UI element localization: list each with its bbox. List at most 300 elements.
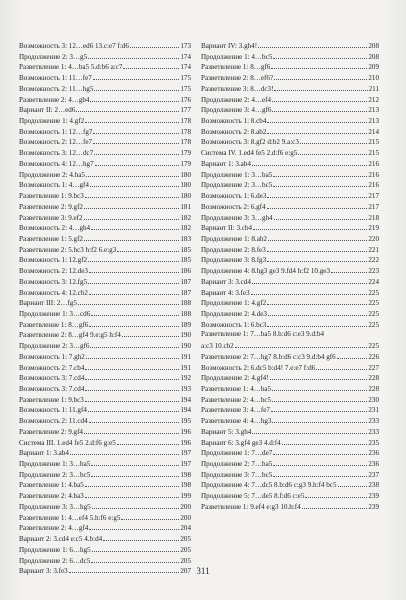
toc-entry-page: 190: [180, 342, 191, 351]
dot-leader: [273, 458, 367, 466]
toc-entry: [201, 351, 379, 362]
toc-entry-title: Разветвление 2: 4.ba3: [19, 492, 84, 501]
toc-entry-page: 225: [368, 299, 379, 308]
dot-leader: [267, 254, 367, 262]
toc-entry: [201, 83, 379, 94]
toc-entry: [19, 201, 191, 212]
dot-leader: [316, 362, 367, 370]
toc-entry-title: Продолжение 3: 7…bc5: [201, 470, 273, 479]
dot-leader: [274, 72, 367, 80]
toc-entry-page: 216: [368, 159, 379, 168]
toc-entry-page: 179: [180, 159, 191, 168]
toc-entry-title: Разветвление 2: 9.gf4: [19, 427, 83, 436]
toc-entry-page: 205: [180, 545, 191, 554]
toc-entry-page: 186: [180, 267, 191, 276]
toc-entry-title: Продолжение 1: 7…de7: [201, 449, 273, 458]
toc-entry-title: Продолжение 3: 4…gf6: [201, 106, 272, 115]
toc-entry-page: 230: [368, 395, 379, 404]
dot-leader: [78, 297, 179, 305]
toc-entry-title: Возможность 4: 12…hg7: [19, 159, 94, 168]
toc-entry-page: 195: [180, 417, 191, 426]
toc-entry-page: 239: [368, 492, 379, 501]
dot-leader: [90, 340, 179, 348]
toc-entry-page: 187: [180, 277, 191, 286]
dot-leader: [89, 287, 179, 295]
toc-entry: [201, 404, 379, 415]
toc-entry: [201, 297, 379, 308]
toc-entry: [19, 158, 191, 169]
toc-entry-title: Возможность 2: 12.de3: [19, 267, 88, 276]
toc-entry-title: Продолжение 2: 3…gf6: [19, 342, 90, 351]
toc-entry-title: Продолжение 3: 3…hg5: [19, 502, 91, 511]
toc-entry: [201, 383, 379, 394]
toc-entry-title: Разветвление 1: 8…gf6: [19, 320, 89, 329]
toc-entry-title: Возможность 3: 8.gf2 d:b2 9.a:c3: [201, 138, 299, 147]
toc-entry-title: Вариант 4: 3.fe3: [201, 288, 250, 297]
toc-entry-title: Продолжение 1: 4…bc5: [201, 52, 273, 61]
dot-leader: [93, 136, 179, 144]
toc-entry-page: 221: [368, 245, 379, 254]
toc-entry: [201, 329, 379, 350]
toc-entry-title: Разветвление 1: 4…ba5: [201, 385, 272, 393]
toc-entry-page: 183: [180, 234, 191, 243]
dot-leader: [267, 319, 367, 327]
toc-entry-title: Возможность 1: 8.cb4: [201, 117, 267, 126]
dot-leader: [85, 362, 179, 370]
toc-entry-title: Разветвление 2: 9.gf2: [19, 202, 83, 211]
dot-leader: [272, 383, 367, 391]
toc-entry: [201, 287, 379, 298]
toc-entry: [19, 254, 191, 265]
toc-entry-page: 217: [368, 192, 379, 201]
toc-entry-page: 205: [180, 535, 191, 544]
dot-leader: [103, 533, 179, 541]
toc-entry-title: Разветвление 4: 4…hg3: [201, 417, 272, 426]
toc-entry-title: Возможность 3: 12…ed6 13.c:e7 f:d6: [19, 42, 129, 50]
dot-leader: [268, 308, 367, 316]
toc-entry-page: 180: [180, 192, 191, 201]
toc-entry-title: Продолжение 2: 3…bc5: [201, 181, 273, 190]
dot-leader: [123, 61, 179, 69]
toc-entry-page: 225: [368, 320, 379, 329]
toc-entry-title: Возможность 1: 6.bc3: [201, 320, 267, 329]
toc-entry-title: Вариант 1: 3.ab4: [19, 449, 69, 458]
dot-leader: [274, 83, 367, 91]
toc-entry-title: Возможность 1: 4…gf4: [19, 181, 89, 190]
toc-entry-page: 218: [368, 213, 379, 222]
toc-entry: [201, 169, 379, 180]
toc-entry: [201, 469, 379, 480]
toc-entry-title: Возможность 1: 6.de3: [201, 192, 267, 201]
dot-leader: [92, 501, 180, 509]
dot-leader: [267, 115, 367, 123]
toc-entry-title: Вариант 1: 3.ab4: [201, 159, 251, 168]
toc-entry-title: Вариант 3: 3.cd4: [201, 277, 251, 286]
toc-entry-title: Вариант II: 2…ed6: [19, 106, 76, 115]
dot-leader: [95, 158, 180, 166]
dot-leader: [273, 169, 367, 177]
toc-entry: [19, 437, 191, 448]
toc-entry-title: Продолжение 1: 3…ba5: [19, 460, 91, 469]
dot-leader: [90, 94, 179, 102]
dot-leader: [272, 415, 367, 423]
toc-entry-title: Разветвление 1: 4.ba5: [19, 481, 84, 490]
toc-entry-page: 208: [368, 42, 379, 50]
toc-entry-title-continued: a:c3 10.cb2: [201, 342, 234, 351]
toc-entry-page: 213: [368, 117, 379, 126]
dot-leader: [70, 447, 179, 455]
toc-entry-page: 176: [180, 95, 191, 104]
toc-entry-page: 225: [368, 309, 379, 318]
dot-leader: [282, 437, 368, 445]
dot-leader: [86, 351, 180, 359]
toc-entry-page: 177: [180, 106, 191, 115]
toc-entry: [19, 40, 191, 51]
toc-entry-title: Разветвление 3: 9.ef2: [19, 213, 83, 222]
dot-leader: [272, 94, 367, 102]
toc-entry-title: Система III. 1.ed4 fe5 2.d:f6 g:e5: [19, 438, 116, 447]
toc-entry: [19, 555, 191, 566]
toc-entry: [201, 201, 379, 212]
toc-entry: [201, 61, 379, 72]
toc-entry-title: Продолжение 4: 7…dc5 8.b:d6 c:g3 9.h:f4 bc5: [201, 481, 337, 490]
dot-leader: [88, 51, 179, 59]
dot-leader: [331, 265, 367, 273]
dot-leader: [85, 394, 180, 402]
dot-leader: [122, 329, 180, 337]
toc-entry-title: Разветвление 2: 4…gb4: [19, 95, 90, 104]
toc-entry: [19, 169, 191, 180]
toc-entry-page: 197: [180, 460, 191, 469]
toc-entry: [201, 479, 379, 490]
toc-entry: [19, 94, 191, 105]
toc-entry-title: Возможность 2: 6.dc5 b:d4! 7.e:e7 f:d6: [201, 363, 316, 372]
toc-entry: [201, 51, 379, 62]
dot-leader: [253, 222, 367, 230]
toc-entry: [19, 126, 191, 137]
toc-entry-title: Вариант 5: 3.gh4: [201, 427, 252, 436]
dot-leader: [88, 276, 179, 284]
toc-entry: [19, 404, 191, 415]
dot-leader: [94, 83, 179, 91]
toc-entry-page: 188: [180, 299, 191, 308]
toc-entry-page: 216: [368, 170, 379, 179]
page-number: 311: [196, 566, 210, 576]
toc-entry: [19, 287, 191, 298]
toc-entry-page: 233: [368, 417, 379, 426]
dot-leader: [85, 490, 180, 498]
dot-leader: [92, 544, 180, 552]
toc-entry: [19, 115, 191, 126]
toc-entry-title: Разветвление 2: 7…hg7 8.b:d6 c:c3 9.d:b4 gf6: [201, 352, 336, 361]
toc-entry-title: Продолжение 2: 4.de3: [201, 309, 267, 318]
toc-entry-page: 175: [180, 84, 191, 93]
toc-entry-title: Продолжение 2: 3…g5: [19, 52, 88, 61]
toc-entry: [19, 415, 191, 426]
toc-entry-title: Вариант 2: 3.cd4 e:c5 4.b:d4: [19, 535, 103, 544]
toc-entry-page: 208: [368, 52, 379, 61]
toc-entry: [201, 126, 379, 137]
dot-leader: [267, 126, 367, 134]
toc-entry: [19, 244, 191, 255]
dot-leader: [305, 490, 367, 498]
dot-leader: [273, 179, 367, 187]
dot-leader: [274, 212, 368, 220]
dot-leader: [84, 233, 179, 241]
toc-entry-title: Продолжение 2: 4…ef4: [201, 95, 272, 104]
toc-entry: [201, 222, 379, 233]
toc-entry-title: Возможность 3: 12…dc7: [19, 149, 94, 158]
toc-entry-page: 211: [368, 84, 379, 93]
toc-entry-page: 185: [180, 256, 191, 265]
toc-entry-title: Возможность 2: 4…gh4: [19, 224, 91, 233]
toc-entry-title: Продолжение 1: 3…ba5: [201, 170, 273, 179]
dot-leader: [300, 136, 367, 144]
toc-entry-title: Вариант 6: 3.gf4 ge3 4.d:f4: [201, 438, 281, 447]
toc-entry-page: 210: [368, 74, 379, 83]
toc-entry: [201, 415, 379, 426]
toc-entry-page: 228: [368, 385, 379, 393]
toc-entry-page: 231: [368, 406, 379, 415]
toc-entry-title: Продолжение 3: 8.fg3: [201, 256, 267, 265]
dot-leader: [91, 555, 179, 563]
toc-entry-page: 236: [368, 460, 379, 469]
toc-entry: [19, 362, 191, 373]
dot-leader: [91, 222, 179, 230]
toc-entry-title: Продолжение 4: 8.hg3 ge3 9.fd4 h:f2 10.ge3: [201, 267, 330, 276]
toc-entry-page: 178: [180, 117, 191, 126]
toc-entry-title: Разветвление 3: 4…fe7: [201, 406, 270, 415]
toc-entry-title: Разветвление 1: 9.ef4 e:g3 10.h:f4: [201, 502, 301, 511]
dot-leader: [268, 233, 367, 241]
toc-entry: [201, 362, 379, 373]
toc-entry-page: 188: [180, 309, 191, 318]
toc-entry: [19, 104, 191, 115]
toc-entry-title: Разветвление 2: 4…bc5: [201, 395, 272, 404]
dot-leader: [84, 201, 179, 209]
toc-entry-page: 212: [368, 95, 379, 104]
toc-entry-page: 200: [180, 513, 191, 522]
toc-entry: [19, 297, 191, 308]
toc-entry-title: Разветвление 1: 4…ba5 5.d:b6 a:c7: [19, 63, 123, 72]
toc-entry: [19, 383, 191, 394]
dot-leader: [337, 351, 368, 359]
dot-leader: [273, 447, 367, 455]
toc-entry-title: Вариант 3: 3.fe3: [19, 567, 68, 576]
toc-entry-page: 199: [180, 492, 191, 501]
toc-entry-page: 226: [368, 352, 379, 361]
toc-entry-page: 190: [180, 331, 191, 340]
dot-leader: [258, 40, 367, 48]
toc-entry: [201, 501, 379, 512]
dot-leader: [86, 169, 179, 177]
dot-leader: [267, 244, 368, 252]
toc-entry-page: 180: [180, 170, 191, 179]
toc-entry: [19, 222, 191, 233]
toc-entry-title: Разветвление 1: 7…ba5 8.b:d6 c:e3 9.d:b4: [201, 330, 325, 339]
toc-entry: [201, 254, 379, 265]
dot-leader: [130, 40, 179, 48]
dot-leader: [272, 394, 367, 402]
toc-entry: [19, 212, 191, 223]
toc-entry-title: Разветвление 2: 4…gf4: [19, 524, 89, 533]
toc-entry: [201, 276, 379, 287]
toc-entry-page: 194: [180, 406, 191, 415]
toc-entry-page: 191: [180, 352, 191, 361]
toc-entry-page: 225: [368, 288, 379, 297]
toc-entry: [19, 51, 191, 62]
dot-leader: [252, 276, 367, 284]
toc-entry: [19, 340, 191, 351]
toc-entry-title: Продолжение 1: 4.gf2: [201, 299, 267, 308]
toc-entry: [19, 190, 191, 201]
dot-leader: [298, 147, 367, 155]
dot-leader: [84, 212, 180, 220]
toc-entry-page: 213: [368, 106, 379, 115]
toc-entry: [19, 458, 191, 469]
toc-entry-title: Разветвление 1: 8…gf6: [201, 63, 271, 72]
toc-entry: [19, 329, 191, 340]
toc-entry: [201, 319, 379, 330]
toc-entry: [19, 233, 191, 244]
dot-leader: [85, 372, 179, 380]
dot-leader: [235, 340, 368, 348]
dot-leader: [271, 404, 367, 412]
dot-leader: [251, 287, 368, 295]
toc-entry-page: 233: [368, 427, 379, 436]
toc-entry-title: Разветвление 3: 8…dc3!: [201, 84, 274, 93]
dot-leader: [88, 254, 179, 262]
toc-entry-title: Продолжение 3: 3…gh4: [201, 213, 273, 222]
dot-leader: [271, 61, 367, 69]
toc-entry-title: Вариант IV: 3.gh4!: [201, 42, 258, 50]
toc-entry-title: Возможность 4: 12.cb2: [19, 288, 88, 297]
toc-entry-page: 219: [368, 224, 379, 233]
toc-entry-page: 227: [368, 363, 379, 372]
toc-entry: [201, 447, 379, 458]
toc-entry-page: 181: [180, 202, 191, 211]
toc-entry-page: 182: [180, 224, 191, 233]
toc-entry: [19, 469, 191, 480]
toc-entry-page: 196: [180, 427, 191, 436]
toc-entry-page: 189: [180, 320, 191, 329]
toc-entry-title: Возможность 2: 11.cd4: [19, 417, 88, 426]
toc-entry-page: 204: [180, 524, 191, 533]
toc-entry-page: 238: [368, 481, 379, 490]
toc-entry-title: Вариант II: 3.cb4: [201, 224, 253, 233]
toc-entry-page: 185: [180, 245, 191, 254]
toc-entry-page: 173: [180, 42, 191, 50]
dot-leader: [93, 126, 179, 134]
dot-leader: [267, 201, 368, 209]
dot-leader: [252, 426, 367, 434]
toc-entry-title: Разветвление 2: 8…gf4 9.e:g5 h:f4: [19, 331, 121, 340]
toc-entry: [201, 136, 379, 147]
toc-entry: [19, 426, 191, 437]
toc-entry-page: 215: [368, 138, 379, 147]
dot-leader: [85, 383, 179, 391]
dot-leader: [272, 104, 367, 112]
toc-entry: [201, 490, 379, 501]
dot-leader: [85, 115, 179, 123]
toc-entry: [19, 319, 191, 330]
toc-entry: [19, 522, 191, 533]
dot-leader: [270, 372, 368, 380]
toc-entry: [201, 265, 379, 276]
toc-entry: [201, 115, 379, 126]
dot-leader: [267, 297, 367, 305]
toc-entry-title: Разветвление 1: 5.gf2: [19, 234, 83, 243]
toc-entry: [19, 308, 191, 319]
toc-entry-title: Продолжение 1: 3…cd6: [19, 309, 91, 318]
dot-leader: [88, 404, 179, 412]
toc-entry-page: 223: [368, 267, 379, 276]
toc-entry-page: 196: [180, 438, 191, 447]
toc-entry-title: Разветвление 2: 5.hc3 h:f2 6.e:g3: [19, 245, 117, 254]
toc-entry-page: 225: [368, 342, 379, 351]
toc-entry-page: 207: [180, 567, 191, 576]
toc-entry: [19, 351, 191, 362]
toc-entry: [19, 544, 191, 555]
dot-leader: [273, 469, 367, 477]
toc-entry-page: 191: [180, 363, 191, 372]
dot-leader: [302, 501, 368, 509]
toc-entry-title: Возможность 3: 7.cd4: [19, 374, 85, 383]
toc-entry-page: 217: [368, 202, 379, 211]
toc-entry-page: 215: [368, 149, 379, 158]
toc-entry: [19, 479, 191, 490]
dot-leader: [273, 51, 367, 59]
toc-entry: [201, 72, 379, 83]
toc-entry-title: Продолжение 2: 6…dc5: [19, 556, 91, 565]
toc-entry-title: Возможность 2: 12…fe7: [19, 138, 93, 147]
dot-leader: [117, 437, 180, 445]
toc-entry: [19, 501, 191, 512]
toc-entry-title: Возможность 2: 8.ab2: [201, 127, 267, 136]
toc-entry-title: Разветвление 1: 9.bc3: [19, 192, 84, 201]
toc-entry: [19, 447, 191, 458]
dot-leader: [121, 512, 179, 520]
toc-entry-page: 222: [368, 256, 379, 265]
dot-leader: [89, 265, 179, 273]
toc-entry: [201, 437, 379, 448]
toc-entry-page: 224: [368, 277, 379, 286]
toc-entry-page: 236: [368, 449, 379, 458]
toc-entry-page: 179: [180, 149, 191, 158]
toc-entry-page: 182: [180, 213, 191, 222]
toc-entry: [201, 94, 379, 105]
toc-entry-page: 174: [180, 52, 191, 61]
toc-entry-title: Возможность 1: 12.gf2: [19, 256, 88, 265]
dot-leader: [94, 147, 179, 155]
toc-entry-page: 193: [180, 385, 191, 393]
dot-leader: [89, 415, 180, 423]
toc-entry-title: Возможность 1: 11…fe7: [19, 74, 92, 83]
toc-entry: [19, 372, 191, 383]
toc-entry-page: 237: [368, 470, 379, 479]
toc-entry: [201, 40, 379, 51]
toc-entry-page: 216: [368, 181, 379, 190]
dot-leader: [89, 319, 179, 327]
toc-entry-page: 178: [180, 127, 191, 136]
toc-entry-page: 197: [180, 449, 191, 458]
toc-entry: [19, 61, 191, 72]
toc-entry: [201, 179, 379, 190]
toc-entry-title: Продолжение 2: 4.ba5: [19, 170, 85, 179]
toc-right-column: [201, 40, 379, 512]
toc-entry-page: 200: [180, 502, 191, 511]
toc-entry-title: Продолжение 2: 3…bc5: [19, 470, 91, 479]
